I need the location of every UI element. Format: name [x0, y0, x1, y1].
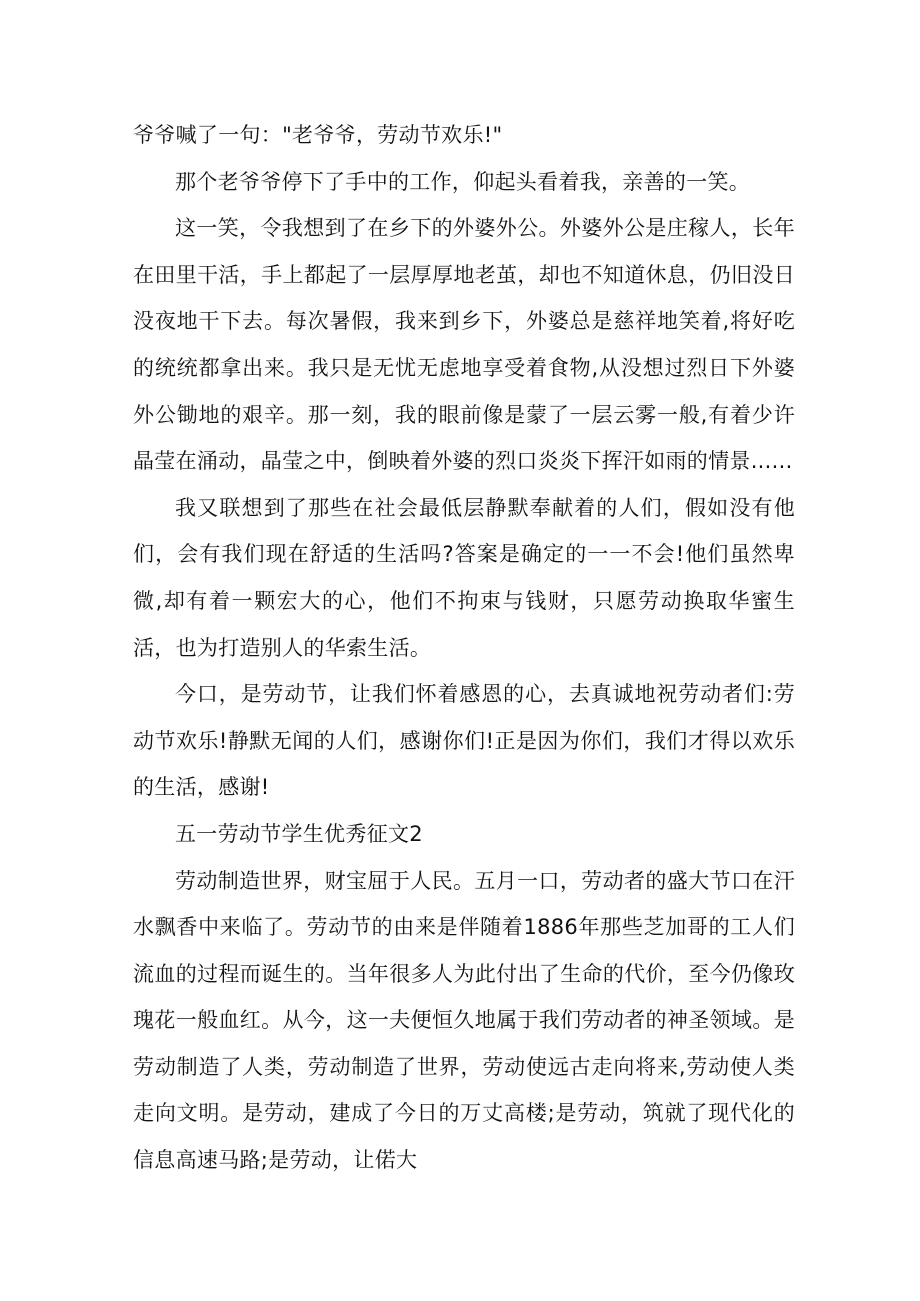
paragraph-smile: 那个老爷爷停下了手中的工作，仰起头看着我，亲善的一笑。 — [175, 169, 751, 194]
paragraph-grandparents: 这一笑，令我想到了在乡下的外婆外公。外婆外公是庄稼人，长年在田里干活，手上都起了一层厚厚地老茧，却也不知道休息，仍旧没日没夜地干下去。每次暑假，我来到乡下，外婆总是慈祥地笑着,将好吃的统统都拿出来。我只是无忧无虑地享受着食物,从没想过烈日下外婆外公锄地的艰辛。那一刻，我的眼前像是蒙了一层云雾一般,有着少许晶莹在涌动，晶莹之中，倒映着外婆的烈口炎炎下挥汗如雨的情景...... — [133, 216, 795, 474]
paragraph-labor-creates-world: 劳动制造世界，财宝屈于人民。五月一口，劳动者的盛大节口在汗水飘香中来临了。劳动节的由来是伴随着1886年那些芝加哥的工人们流血的过程而诞生的。当年很多人为此付出了生命的代价，至今仍像玫瑰花一般血红。从今，这一夫便恒久地属于我们劳动者的神圣领域。是劳动制造了人类，劳动制造了世界，劳动使远古走向将来,劳动使人类走向文明。是劳动，建成了今日的万丈高楼;是劳动，筑就了现代化的信息高速马路;是劳动，让偌大 — [133, 868, 795, 1173]
section-heading: 五一劳动节学生优秀征文2 — [175, 821, 423, 846]
paragraph-greeting: 爷爷喊了一句："老爷爷，劳动节欢乐!" — [133, 123, 503, 147]
paragraph-workers: 我又联想到了那些在社会最低层静默奉献着的人们，假如没有他们，会有我们现在舒适的生活吗?答案是确定的一一不会!他们虽然卑微,却有着一颗宏大的心，他们不拘束与钱财，只愿劳动换取华蜜生活，也为打造别人的华索生活。 — [133, 495, 795, 660]
paragraph-labor-day: 今口，是劳动节，让我们怀着感恩的心，去真诚地祝劳动者们:劳动节欢乐!静默无闻的人们，感谢你们!正是因为你们，我们才得以欢乐的生活，感谢! — [133, 682, 795, 800]
document-body — [133, 112, 795, 1184]
